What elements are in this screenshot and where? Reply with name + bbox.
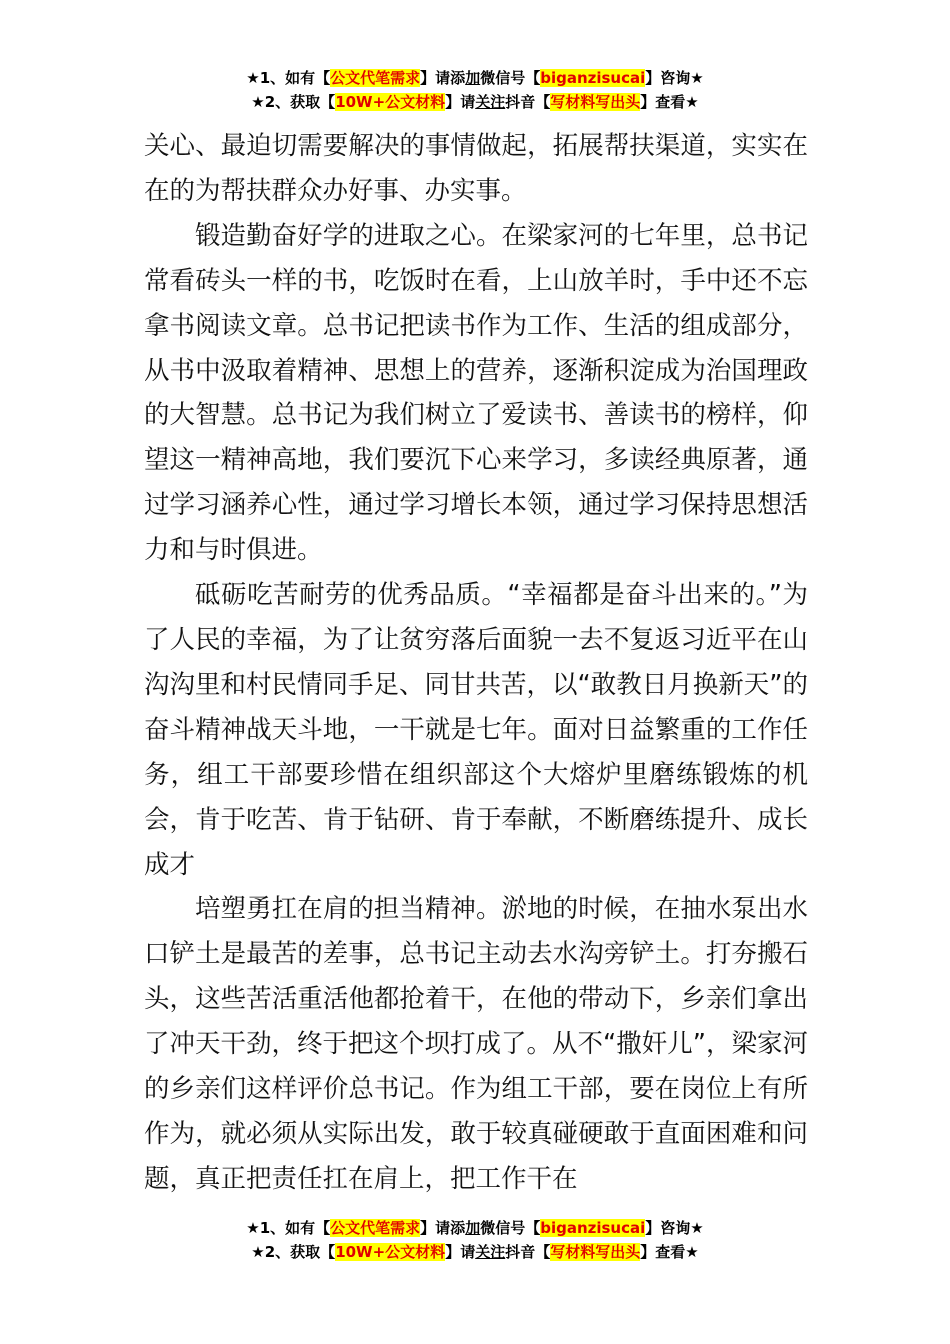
banner-text: ★1、如有【 xyxy=(246,1219,331,1237)
banner-text: 】请添 xyxy=(420,69,466,87)
banner-line-1 xyxy=(0,1216,950,1240)
paragraph-study: 锻造勤奋好学的进取之心。在梁家河的七年里，总书记常看砖头一样的书，吃饭时在看，上山放羊时，手中还不忘拿书阅读文章。总书记把读书作为工作、生活的组成部分，从书中汲取着精神、思想上的营养，逐渐积淀成为治国理政的大智慧。总书记为我们树立了爱读书、善读书的榜样，仰望这一精神高地，我们要沉下心来学习，多读经典原著，通过学习涵养心性，通过学习增长本领，通过学习保持思想活力和与时俱进。 xyxy=(144,220,808,566)
banner-highlight: 公文代笔需求 xyxy=(330,1219,421,1237)
paragraph-hardwork: 砥砺吃苦耐劳的优秀品质。“幸福都是奋斗出来的。”为了人民的幸福，为了让贫穷落后面貌一去不复返习近平在山沟沟里和村民情同手足、同甘共苦，以“敢教日月换新天”的奋斗精神战天斗地，一干就是七年。面对日益繁重的工作任务，组工干部要珍惜在组织部这个大熔炉里磨练锻炼的机会，肯于吃苦、肯于钻研、肯于奉献，不断磨练提升、成长成才 xyxy=(144,580,808,880)
paragraph-responsibility: 培塑勇扛在肩的担当精神。淤地的时候，在抽水泵出水口铲土是最苦的差事，总书记主动去水沟旁铲土。打夯搬石头，这些苦活重活他都抢着干，在他的带动下，乡亲们拿出了冲天干劲，终于把这个坝打成了。从不“撒奸儿”，梁家河的乡亲们这样评价总书记。作为组工干部，要在岗位上有所作为，就必须从实际出发，敢于较真碰硬敢于直面困难和问题，真正把责任扛在肩上，把工作干在 xyxy=(144,894,808,1194)
banner-highlight: 写材料写出头 xyxy=(550,1243,641,1261)
paragraph-continuation: 关心、最迫切需要解决的事情做起，拓展帮扶渠道，实实在在的为帮扶群众办好事、办实事。 xyxy=(144,131,808,206)
banner-underline: 加 xyxy=(465,69,481,87)
banner-text: 】咨询★ xyxy=(645,69,704,87)
banner-underline: 加 xyxy=(465,1219,481,1237)
footer-banner xyxy=(0,1216,950,1264)
banner-text: 】请 xyxy=(445,93,476,111)
banner-underline: 关注 xyxy=(475,1243,506,1261)
banner-underline: 关注 xyxy=(475,93,506,111)
banner-text: ★1、如有【 xyxy=(246,69,331,87)
banner-line-2 xyxy=(0,1240,950,1264)
banner-text: 】请 xyxy=(445,1243,476,1261)
banner-line-1 xyxy=(0,66,950,90)
banner-text: 微信号【 xyxy=(480,69,541,87)
banner-text: 】请添 xyxy=(420,1219,466,1237)
banner-text: ★2、获取【 xyxy=(251,93,336,111)
banner-text: 】查看★ xyxy=(640,93,699,111)
banner-text: 抖音【 xyxy=(505,1243,551,1261)
banner-highlight: 公文代笔需求 xyxy=(330,69,421,87)
banner-line-2 xyxy=(0,90,950,114)
header-banner xyxy=(0,66,950,114)
banner-highlight: 写材料写出头 xyxy=(550,93,641,111)
banner-highlight: 10W+公文材料 xyxy=(335,1243,446,1261)
document-body xyxy=(144,124,808,1202)
banner-text: 】咨询★ xyxy=(645,1219,704,1237)
banner-highlight: biganzisucai xyxy=(540,1219,646,1237)
banner-text: ★2、获取【 xyxy=(251,1243,336,1261)
banner-text: 】查看★ xyxy=(640,1243,699,1261)
banner-highlight: biganzisucai xyxy=(540,69,646,87)
banner-text: 微信号【 xyxy=(480,1219,541,1237)
banner-highlight: 10W+公文材料 xyxy=(335,93,446,111)
banner-text: 抖音【 xyxy=(505,93,551,111)
